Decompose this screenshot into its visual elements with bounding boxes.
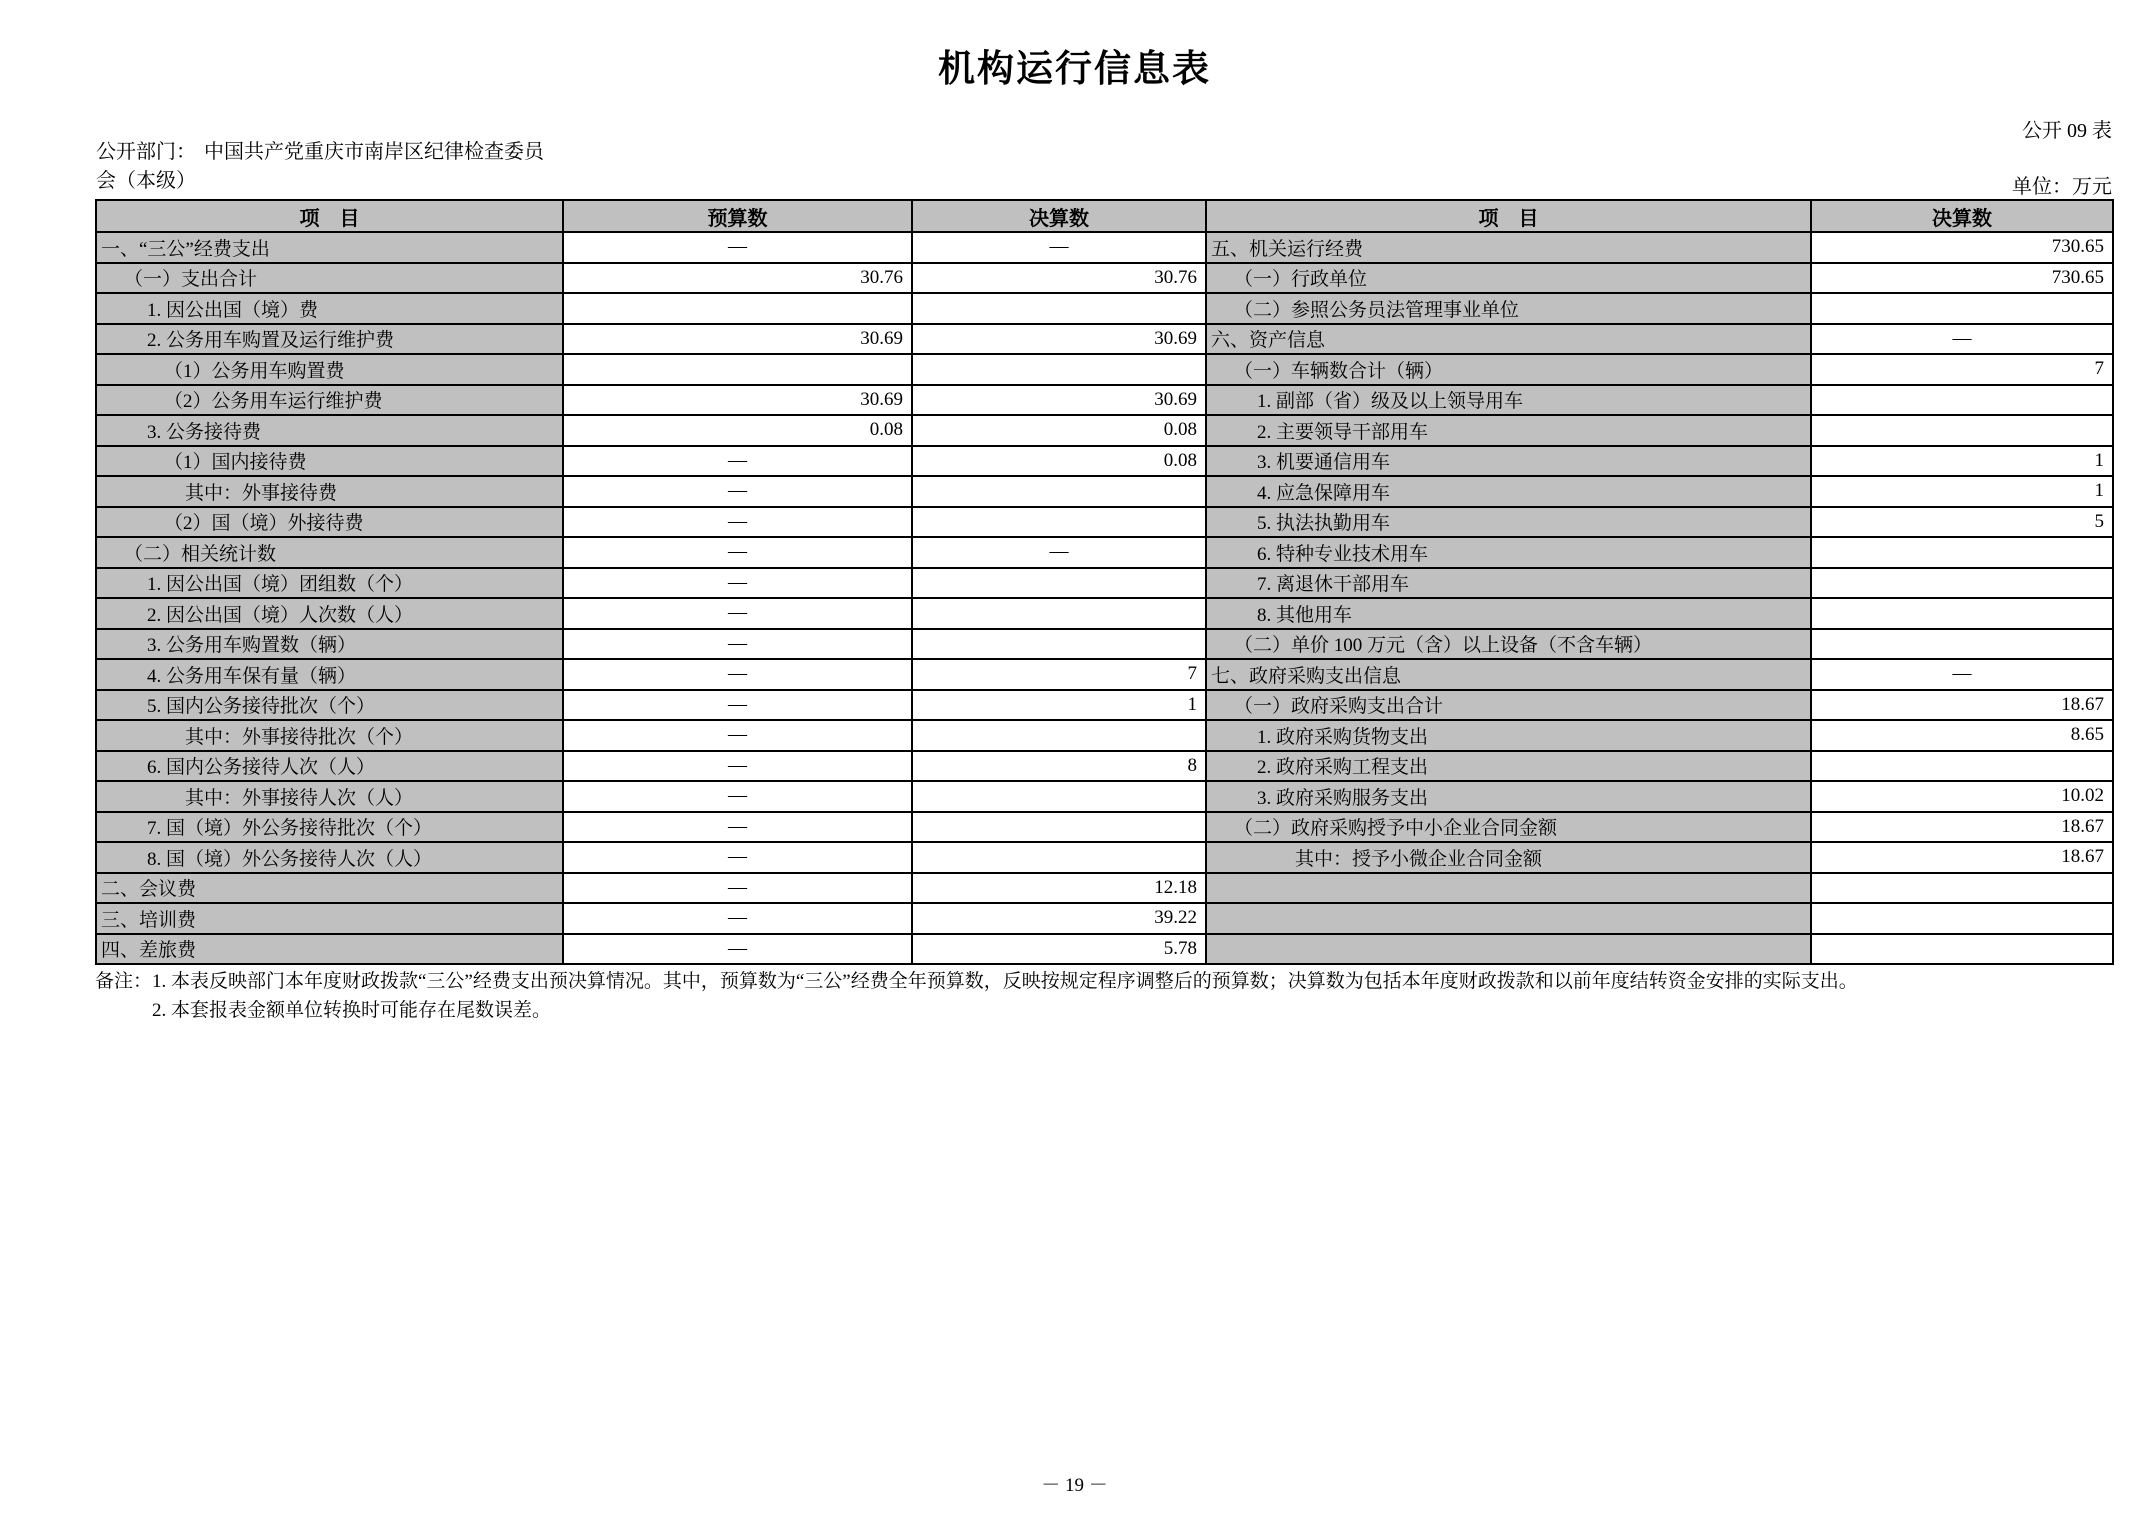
left-budget-cell: 30.69: [563, 385, 912, 416]
left-item-cell: （二）相关统计数: [96, 537, 563, 568]
left-budget-cell: —: [563, 659, 912, 690]
left-budget-cell: [563, 293, 912, 324]
department-name: 中国共产党重庆市南岸区纪律检查委员会（本级）: [96, 141, 544, 192]
right-final-cell: [1811, 385, 2113, 416]
left-item-cell: 3. 公务接待费: [96, 415, 563, 446]
left-item-cell: 其中：外事接待批次（个）: [96, 720, 563, 751]
right-item-cell: 其中：授予小微企业合同金额: [1206, 842, 1811, 873]
left-final-cell: 7: [912, 659, 1206, 690]
right-item-cell: 7. 离退休干部用车: [1206, 568, 1811, 599]
footnote-line: 备注：1. 本表反映部门本年度财政拨款“三公”经费支出预决算情况。其中，预算数为“三公”经费全年预算数，反映按规定程序调整后的预算数；决算数为包括本年度财政拨款和以前年度结转资金安排的实际支出。: [95, 971, 1858, 992]
right-item-cell: 1. 副部（省）级及以上领导用车: [1206, 385, 1811, 416]
right-item-cell: 3. 政府采购服务支出: [1206, 781, 1811, 812]
right-final-cell: [1811, 537, 2113, 568]
institution-operation-table: [95, 199, 2114, 965]
left-final-cell: 8: [912, 751, 1206, 782]
right-final-cell: [1811, 873, 2113, 904]
left-item-cell: 7. 国（境）外公务接待批次（个）: [96, 812, 563, 843]
right-final-cell: [1811, 903, 2113, 934]
table-row: [96, 263, 2113, 294]
left-item-cell: 3. 公务用车购置数（辆）: [96, 629, 563, 660]
table-row: [96, 324, 2113, 355]
right-final-cell: [1811, 568, 2113, 599]
right-item-cell: 2. 主要领导干部用车: [1206, 415, 1811, 446]
right-item-cell: 6. 特种专业技术用车: [1206, 537, 1811, 568]
left-budget-cell: —: [563, 446, 912, 477]
right-item-cell: 8. 其他用车: [1206, 598, 1811, 629]
right-final-cell: 1: [1811, 446, 2113, 477]
page-title: 机构运行信息表: [938, 49, 1211, 90]
left-item-cell: （一）支出合计: [96, 263, 563, 294]
right-final-cell: 730.65: [1811, 263, 2113, 294]
unit-label: 单位：万元: [2012, 176, 2112, 198]
table-row: [96, 598, 2113, 629]
right-item-cell: （二）政府采购授予中小企业合同金额: [1206, 812, 1811, 843]
table-row: [96, 476, 2113, 507]
publishing-department: [96, 138, 558, 196]
left-budget-cell: —: [563, 842, 912, 873]
left-budget-cell: —: [563, 781, 912, 812]
left-item-cell: 2. 公务用车购置及运行维护费: [96, 324, 563, 355]
table-row: [96, 873, 2113, 904]
left-item-cell: （2）国（境）外接待费: [96, 507, 563, 538]
left-item-cell: 2. 因公出国（境）人次数（人）: [96, 598, 563, 629]
left-item-cell: 6. 国内公务接待人次（人）: [96, 751, 563, 782]
left-item-cell: 其中：外事接待人次（人）: [96, 781, 563, 812]
left-final-cell: 5.78: [912, 934, 1206, 965]
left-item-cell: 8. 国（境）外公务接待人次（人）: [96, 842, 563, 873]
right-final-cell: 730.65: [1811, 232, 2113, 263]
table-row: [96, 446, 2113, 477]
header-item-right: 项 目: [1206, 200, 1811, 232]
table-row: [96, 568, 2113, 599]
right-item-cell: 4. 应急保障用车: [1206, 476, 1811, 507]
right-final-cell: 18.67: [1811, 690, 2113, 721]
left-item-cell: 5. 国内公务接待批次（个）: [96, 690, 563, 721]
table-row: [96, 232, 2113, 263]
right-item-cell: （一）政府采购支出合计: [1206, 690, 1811, 721]
left-budget-cell: —: [563, 629, 912, 660]
right-final-cell: 10.02: [1811, 781, 2113, 812]
table-row: [96, 507, 2113, 538]
left-budget-cell: 30.69: [563, 324, 912, 355]
right-item-cell: 3. 机要通信用车: [1206, 446, 1811, 477]
table-row: [96, 385, 2113, 416]
left-final-cell: 0.08: [912, 446, 1206, 477]
left-final-cell: [912, 842, 1206, 873]
left-item-cell: （2）公务用车运行维护费: [96, 385, 563, 416]
right-final-cell: [1811, 293, 2113, 324]
left-final-cell: 0.08: [912, 415, 1206, 446]
left-item-cell: 其中：外事接待费: [96, 476, 563, 507]
table-row: [96, 812, 2113, 843]
left-final-cell: 1: [912, 690, 1206, 721]
left-final-cell: —: [912, 537, 1206, 568]
left-budget-cell: —: [563, 751, 912, 782]
left-budget-cell: —: [563, 568, 912, 599]
right-item-cell: 七、政府采购支出信息: [1206, 659, 1811, 690]
right-item-cell: （一）车辆数合计（辆）: [1206, 354, 1811, 385]
right-item-cell: 五、机关运行经费: [1206, 232, 1811, 263]
right-item-cell: [1206, 934, 1811, 965]
right-final-cell: 7: [1811, 354, 2113, 385]
table-row: [96, 720, 2113, 751]
table-row: [96, 293, 2113, 324]
table-row: [96, 415, 2113, 446]
left-final-cell: [912, 598, 1206, 629]
table-row: [96, 690, 2113, 721]
left-budget-cell: —: [563, 873, 912, 904]
right-final-cell: 18.67: [1811, 842, 2113, 873]
right-item-cell: （一）行政单位: [1206, 263, 1811, 294]
right-final-cell: [1811, 415, 2113, 446]
left-budget-cell: —: [563, 507, 912, 538]
right-final-cell: 5: [1811, 507, 2113, 538]
left-final-cell: [912, 354, 1206, 385]
left-budget-cell: —: [563, 690, 912, 721]
left-budget-cell: 30.76: [563, 263, 912, 294]
table-row: [96, 842, 2113, 873]
left-budget-cell: —: [563, 903, 912, 934]
left-final-cell: —: [912, 232, 1206, 263]
left-final-cell: 39.22: [912, 903, 1206, 934]
left-final-cell: [912, 293, 1206, 324]
table-row: [96, 781, 2113, 812]
left-item-cell: （1）公务用车购置费: [96, 354, 563, 385]
right-item-cell: （二）参照公务员法管理事业单位: [1206, 293, 1811, 324]
left-final-cell: [912, 812, 1206, 843]
right-final-cell: —: [1811, 324, 2113, 355]
left-final-cell: [912, 720, 1206, 751]
left-budget-cell: 0.08: [563, 415, 912, 446]
left-budget-cell: —: [563, 598, 912, 629]
department-label: 公开部门：: [96, 141, 196, 163]
left-budget-cell: —: [563, 934, 912, 965]
left-final-cell: [912, 781, 1206, 812]
left-item-cell: 一、“三公”经费支出: [96, 232, 563, 263]
left-final-cell: [912, 476, 1206, 507]
right-item-cell: （二）单价 100 万元（含）以上设备（不含车辆）: [1206, 629, 1811, 660]
footnote-line: 2. 本套报表金额单位转换时可能存在尾数误差。: [152, 1000, 552, 1021]
table-row: [96, 629, 2113, 660]
left-final-cell: [912, 568, 1206, 599]
right-item-cell: 1. 政府采购货物支出: [1206, 720, 1811, 751]
left-item-cell: 4. 公务用车保有量（辆）: [96, 659, 563, 690]
header-final-left: 决算数: [912, 200, 1206, 232]
left-item-cell: 1. 因公出国（境）团组数（个）: [96, 568, 563, 599]
right-final-cell: [1811, 598, 2113, 629]
left-item-cell: 1. 因公出国（境）费: [96, 293, 563, 324]
header-final-right: 决算数: [1811, 200, 2113, 232]
table-row: [96, 934, 2113, 965]
left-final-cell: [912, 507, 1206, 538]
right-item-cell: [1206, 873, 1811, 904]
left-budget-cell: —: [563, 232, 912, 263]
right-final-cell: [1811, 629, 2113, 660]
header-item-left: 项 目: [96, 200, 563, 232]
right-item-cell: 2. 政府采购工程支出: [1206, 751, 1811, 782]
form-code-label: 公开 09 表: [2022, 120, 2112, 142]
left-budget-cell: —: [563, 720, 912, 751]
left-item-cell: 二、会议费: [96, 873, 563, 904]
right-final-cell: 1: [1811, 476, 2113, 507]
left-budget-cell: —: [563, 812, 912, 843]
left-final-cell: [912, 629, 1206, 660]
table-row: [96, 659, 2113, 690]
left-final-cell: 12.18: [912, 873, 1206, 904]
left-final-cell: 30.69: [912, 385, 1206, 416]
left-item-cell: 四、差旅费: [96, 934, 563, 965]
right-final-cell: [1811, 751, 2113, 782]
left-item-cell: 三、培训费: [96, 903, 563, 934]
right-item-cell: 六、资产信息: [1206, 324, 1811, 355]
right-item-cell: [1206, 903, 1811, 934]
table-row: [96, 537, 2113, 568]
left-final-cell: 30.69: [912, 324, 1206, 355]
left-budget-cell: [563, 354, 912, 385]
left-budget-cell: —: [563, 537, 912, 568]
right-item-cell: 5. 执法执勤用车: [1206, 507, 1811, 538]
header-budget: 预算数: [563, 200, 912, 232]
right-final-cell: 8.65: [1811, 720, 2113, 751]
right-final-cell: [1811, 934, 2113, 965]
left-final-cell: 30.76: [912, 263, 1206, 294]
right-final-cell: —: [1811, 659, 2113, 690]
left-item-cell: （1）国内接待费: [96, 446, 563, 477]
footnotes: [95, 967, 2115, 1025]
table-row: [96, 354, 2113, 385]
table-row: [96, 903, 2113, 934]
page-number: － 19 －: [1041, 1475, 1108, 1496]
right-final-cell: 18.67: [1811, 812, 2113, 843]
table-row: [96, 751, 2113, 782]
left-budget-cell: —: [563, 476, 912, 507]
table-header-row: [96, 200, 2113, 232]
